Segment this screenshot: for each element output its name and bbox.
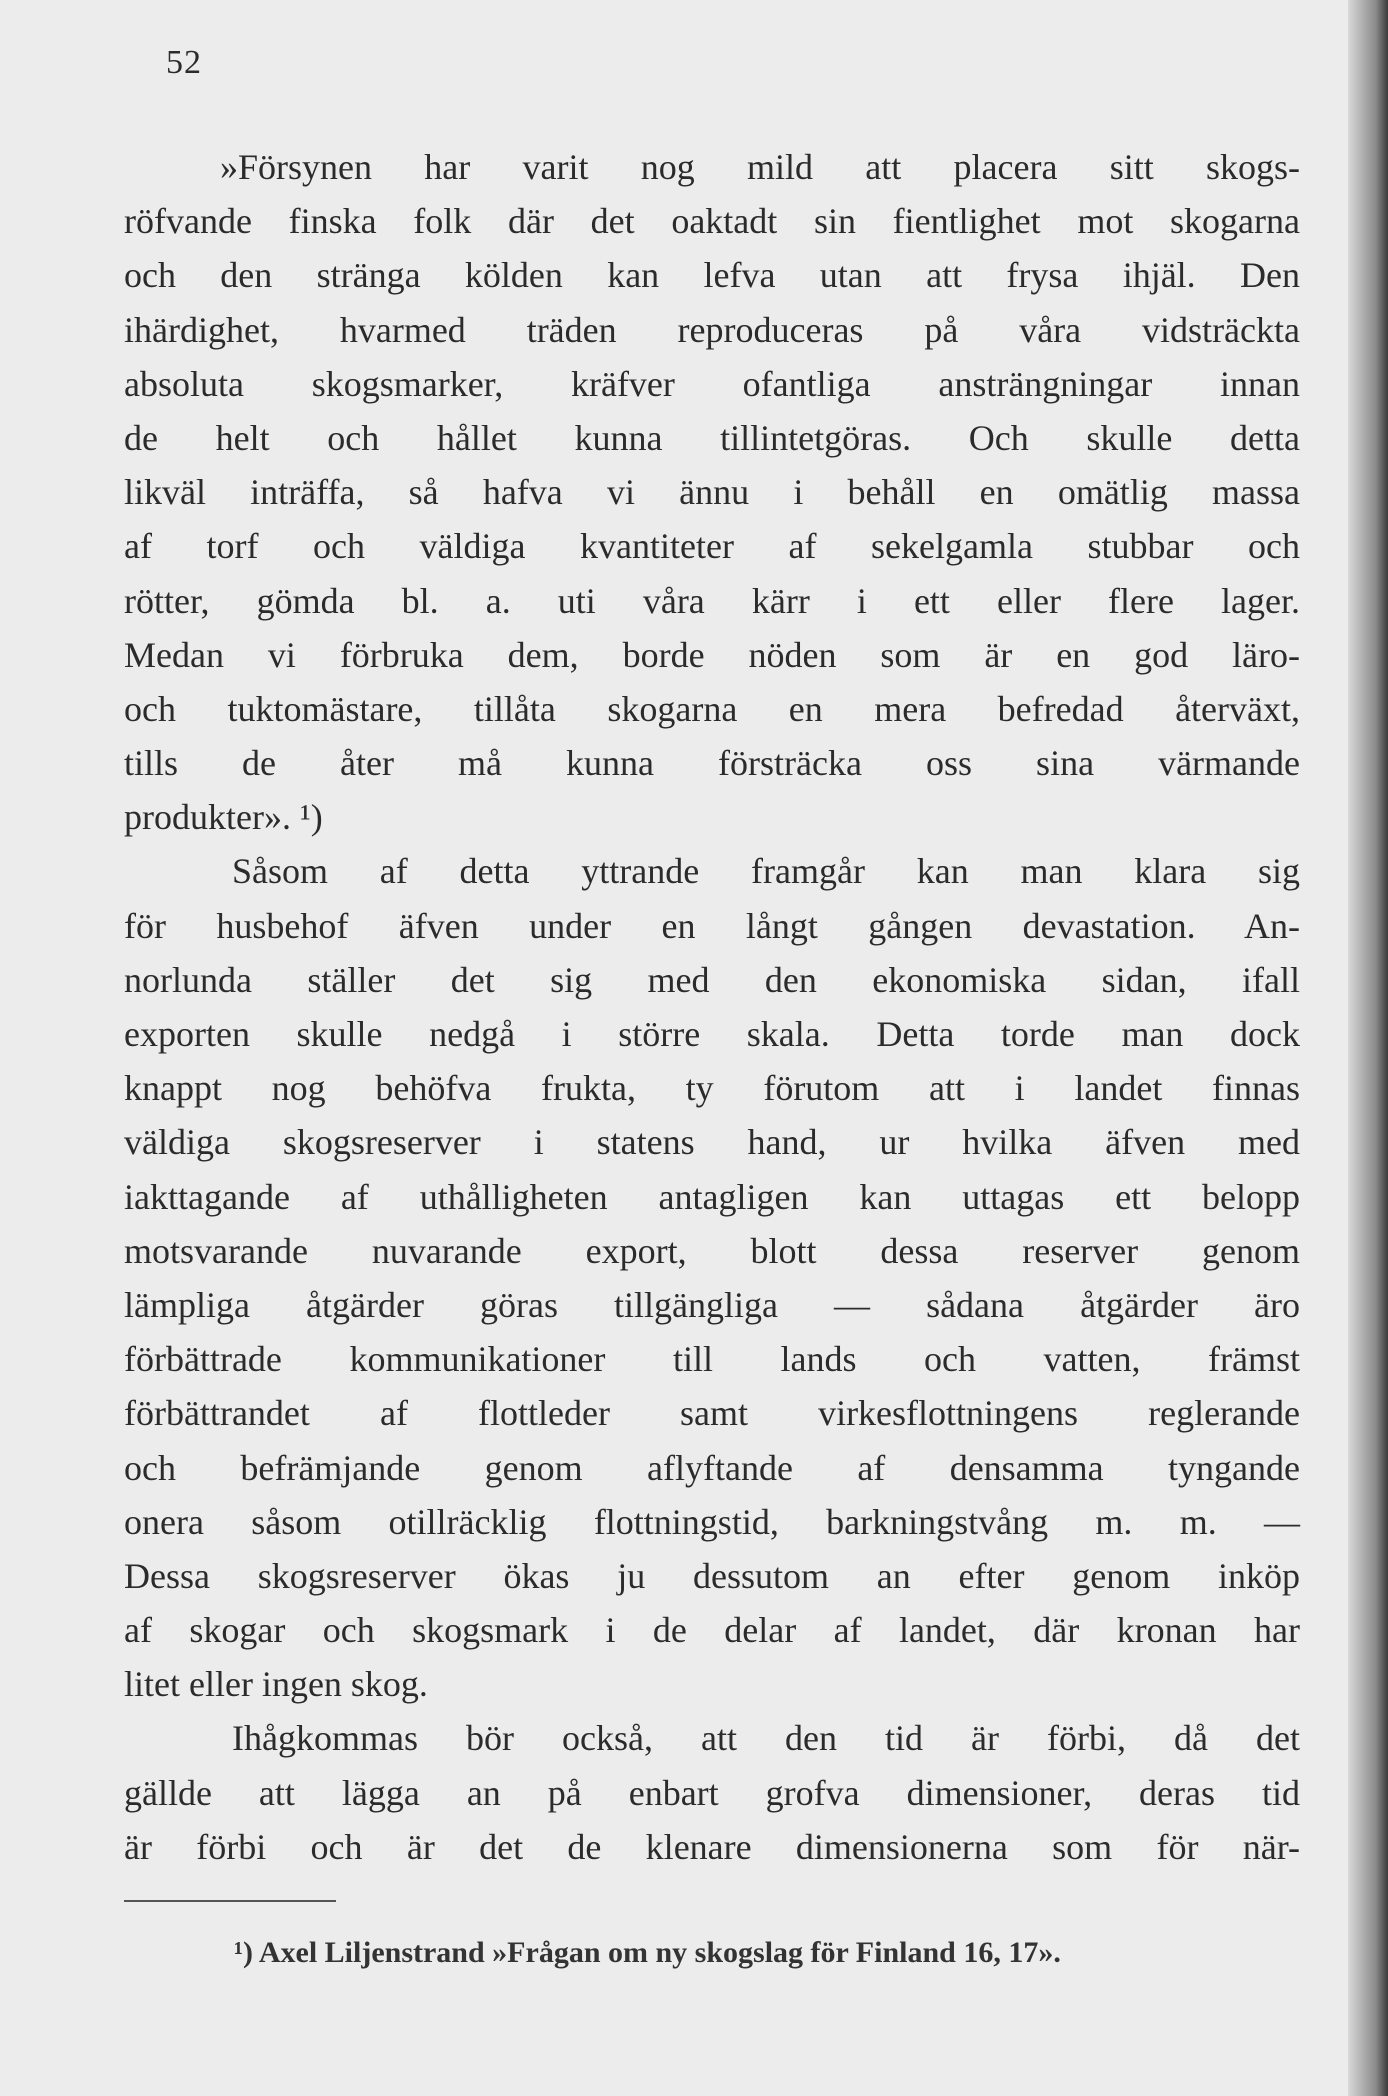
footnote-separator	[124, 1900, 336, 1902]
text-line: och befrämjande genom aflyftande af densamma tyngande	[124, 1447, 1300, 1488]
text-line: motsvarande nuvarande export, blott dessa reserver genom	[124, 1230, 1300, 1271]
text-line: Medan vi förbruka dem, borde nöden som är en god läro-	[124, 634, 1300, 675]
page-number: 52	[166, 44, 202, 81]
scan-page-edge	[1348, 0, 1388, 2096]
text-line: väldiga skogsreserver i statens hand, ur hvilka äfven med	[124, 1122, 1300, 1163]
text-line: de helt och hållet kunna tillintetgöras. Och skulle detta	[124, 417, 1300, 458]
footnote-text: Axel Liljenstrand »Frågan om ny skogslag för Finland 16, 17».	[258, 1936, 1061, 1969]
footnote	[234, 1930, 1300, 1976]
text-line: gällde att lägga an på enbart grofva dimensioner, deras tid	[124, 1772, 1300, 1813]
text-line: af skogar och skogsmark i de delar af landet, där kronan har	[124, 1610, 1300, 1651]
text-line: rötter, gömda bl. a. uti våra kärr i ett eller flere lager.	[124, 580, 1300, 621]
text-line: norlunda ställer det sig med den ekonomiska sidan, ifall	[124, 959, 1300, 1000]
text-line: röfvande finska folk där det oaktadt sin fientlighet mot skogarna	[124, 201, 1300, 242]
text-line: är förbi och är det de klenare dimensionerna som för när-	[124, 1826, 1300, 1867]
text-line: Ihågkommas bör också, att den tid är förbi, då det	[232, 1718, 1300, 1759]
text-line: och den stränga kölden kan lefva utan att frysa ihjäl. Den	[124, 255, 1300, 296]
text-line: »Försynen har varit nog mild att placera sitt skogs-	[220, 147, 1300, 187]
text-line: Såsom af detta yttrande framgår kan man klara sig	[232, 851, 1300, 892]
text-line: af torf och väldiga kvantiteter af sekelgamla stubbar och	[124, 526, 1300, 567]
footnote-marker: ¹)	[234, 1936, 253, 1969]
text-line: onera såsom otillräcklig flottningstid, barkningstvång m. m. —	[124, 1501, 1300, 1542]
text-line: knappt nog behöfva frukta, ty förutom att i landet finnas	[124, 1068, 1300, 1109]
text-line: för husbehof äfven under en långt gången devastation. An-	[124, 905, 1300, 946]
text-line: litet eller ingen skog.	[124, 1664, 428, 1705]
body-text	[124, 140, 1300, 1874]
text-line: iakttagande af uthålligheten antagligen kan uttagas ett belopp	[124, 1176, 1300, 1217]
text-line: exporten skulle nedgå i större skala. Detta torde man dock	[124, 1014, 1300, 1054]
text-line: Dessa skogsreserver ökas ju dessutom an efter genom inköp	[124, 1555, 1300, 1596]
text-line: ihärdighet, hvarmed träden reproduceras på våra vidsträckta	[124, 309, 1300, 350]
text-line: och tuktomästare, tillåta skogarna en mera befredad återväxt,	[124, 688, 1300, 729]
text-line: tills de åter må kunna försträcka oss sina värmande	[124, 743, 1300, 784]
text-line: likväl inträffa, så hafva vi ännu i behåll en omätlig massa	[124, 472, 1300, 513]
text-line: förbättrandet af flottleder samt virkesflottningens reglerande	[124, 1393, 1300, 1434]
text-line: absoluta skogsmarker, kräfver ofantliga ansträngningar innan	[124, 363, 1300, 404]
text-line: produkter». ¹)	[124, 797, 323, 838]
text-line: lämpliga åtgärder göras tillgängliga — sådana åtgärder äro	[124, 1284, 1300, 1325]
text-line: förbättrade kommunikationer till lands och vatten, främst	[124, 1339, 1300, 1380]
